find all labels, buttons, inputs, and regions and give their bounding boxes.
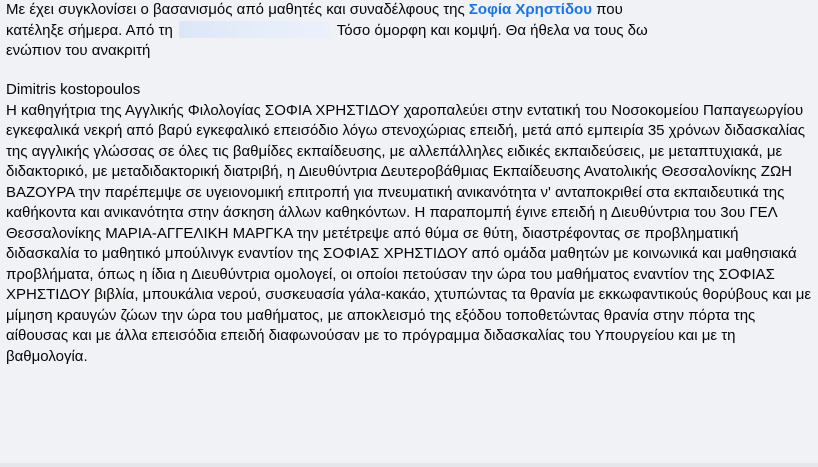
comment-1-line-2-end: Τόσο όμορφη και κομψή. Θα ήθελα να τους δω — [336, 21, 648, 39]
comment-1-text-start: Με έχει συγκλονίσει ο βασανισμός από μαθητές και συναδέλφους της — [6, 1, 469, 18]
comment-author-name[interactable]: Dimitris kostopoulos — [6, 81, 141, 98]
bottom-divider — [0, 463, 818, 467]
comment-1-text-after-link: που — [591, 1, 623, 18]
redacted-text-block — [179, 21, 331, 38]
comment-2 — [6, 80, 812, 367]
comment-2-body: Η καθηγήτρια της Αγγλικής Φιλολογίας ΣΟΦΙΑ ΧΡΗΣΤΙΔΟΥ χαροπαλεύει στην εντατική του Νοσοκομείου Παπαγεωργίου εγκεφαλικά νεκρή από βαρύ εγκεφαλικό επεισόδιο λόγω στενοχώριας επειδή, μετά από εμπειρία 35 χρόνων διδασκαλίας της αγγλικής γλώσσας σε όλες τις βαθμίδες εκπαίδευσης, με αλλεπάλληλες ειδικές εκπαιδεύσεις, με μεταπτυχιακά, με διδακτορικό, με μεταδιδακτορική διατριβή, η Διευθύντρια Δευτεροβάθμιας Εκπαίδευσης Ανατολικής Θεσσαλονίκης ΖΩΗ ΒΑΖΟΥΡΑ την παρέπεμψε σε υγειονομική επιτροπή για πνευματική ανικανότητα ν' ανταποκριθεί στα εκπαιδευτικά της καθήκοντα και ανικανότητα στην άσκηση άλλων καθηκόντων. Η παραπομπή έγινε επειδή η Διευθύντρια του 3ου ΓΕΛ Θεσσαλονίκης ΜΑΡΙΑ-ΑΓΓΕΛΙΚΗ ΜΑΡΓΚΑ την μετέτρεψε από θύμα σε θύτη, διαστρέφοντας σε προβληματική διδασκαλία το μαθητικό μπούλινγκ εναντίον της ΣΟΦΙΑΣ ΧΡΗΣΤΙΔΟΥ από ομάδα μαθητών με κοινωνικά και μαθησιακά προβλήματα, όπως η ίδια η Διευθύντρια ομολογεί, οι οποίοι πετούσαν την ώρα του μαθήματος εναντίον της ΣΟΦΙΑΣ ΧΡΗΣΤΙΔΟΥ βιβλία, μπουκάλια νερού, συσκευασία γάλα-κακάο, χτυπώντας τα θρανία με εκκωφαντικούς θορύβους και με μίμηση κραυγών ζώων την ώρα του μαθήματος, με αποκλεισμό της εξόδου τοποθετώντας θρανία στην πόρτα της αίθουσας και με άλλα επεισόδια επειδή διαφωνούσαν με το πρόγραμμα διδασκαλίας του Υπουργείου και με τη βαθμολογία. — [6, 101, 812, 365]
comment-1-line-2-start: κατέληξε σήμερα. Από τη — [6, 21, 173, 39]
tagged-person-link[interactable]: Σοφία Χρηστίδου — [468, 1, 592, 18]
comment-1-line-3: ενώπιον του ανακριτή — [6, 42, 151, 59]
comment-1 — [6, 0, 806, 62]
